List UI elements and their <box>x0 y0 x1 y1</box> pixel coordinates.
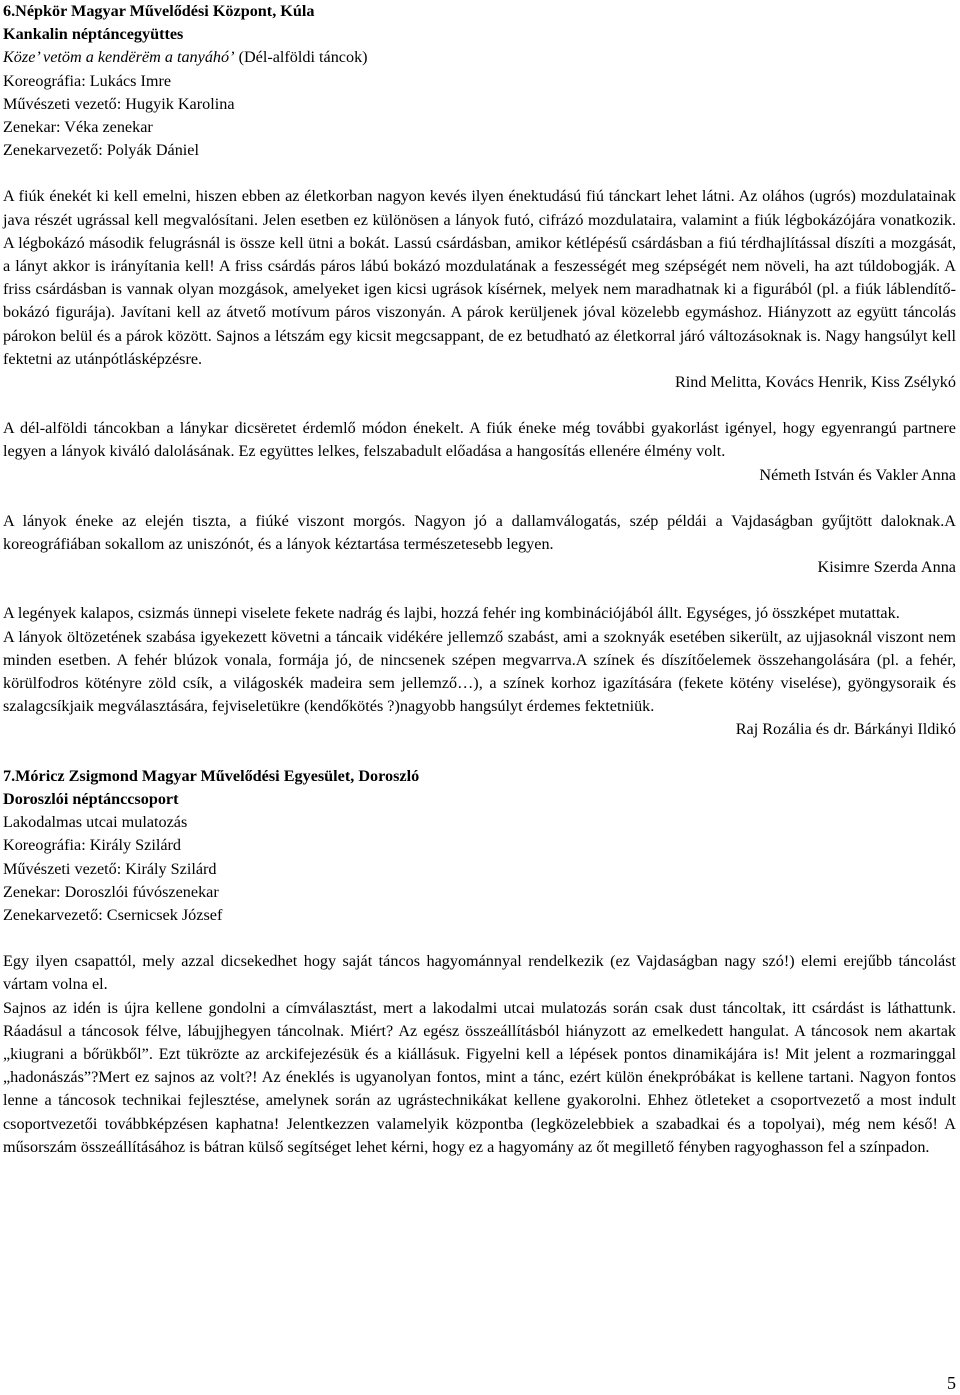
reviewer-signature: Németh István és Vakler Anna <box>759 465 956 484</box>
band-credit: Zenekar: Doroszlói fúvószenekar <box>3 882 219 901</box>
review-paragraph: A lányok öltözetének szabása igyekezett követni a táncaik vidékére jellemző szabást, ami a szoknyák esetében sikerült, az ujjasoknál viszont nem minden esetben. A fehér blúzok vonala, formája jó, de nincsenek szépen megvarrva.A színek és díszítőelemek összehangolására (pl. a fehér, körülfodros kötényre zöld csík, a világoskék madeira sem jellemző…), a színek korhoz igazítására (fekete kötény viselése), gyöngysoraik és szalagcsíkjaik megválasztására, fejviseletükre (kendőkötés ?)nagyobb hangsúlyt érdemes fektetniük. <box>3 627 956 716</box>
group-name: Doroszlói néptánccsoport <box>3 789 179 808</box>
page-number: 5 <box>947 1373 956 1393</box>
review-paragraph: Sajnos az idén is újra kellene gondolni a címválasztást, mert a lakodalmi utcai mulatozás során csak dust táncoltak, itt csárdást is láthattunk. Ráadásul a táncosok félve, lábujjhegyen táncolnak. Miért? Az egész összeállításból hiányzott az emelkedett hangulat. A táncosok nem akartak „kiugrani a bőrükből”. Ezt tükrözte az arckifejezésük és a kiállásuk. Figyelni kell a lépések pontos dinamikájára is! Mit jelent a rozmaringgal „hadonászás”?Mert ez sajnos az volt?! Az éneklés is ugyanolyan fontos, mint a tánc, ezért külön énekpróbákat is kellene tartani. Nagyon fontos lenne a táncosok technikai fejlesztése, amelynek során az ugrástechnikákat kellene gyakorolni. Ehhez ötleteket a csoportvezető a most indult csoportvezetői továbbképzésen kaphatna! Jelentkezzen valamelyik központba (legközelebbiek a szabadkai és a topolyai), még nem késő! A műsorszám összeállításához is bátran külső segítséget lehet kérni, hogy ez a hagyomány az őt megillető fényben ragyoghasson fel a színpadon. <box>3 998 956 1156</box>
dance-subtitle: (Dél-alföldi táncok) <box>234 48 368 67</box>
review-paragraph: A legények kalapos, csizmás ünnepi viselete fekete nadrág és lajbi, hozzá fehér ing kombinációjából állt. Egységes, jó összképet mutattak. <box>3 604 900 623</box>
dance-title: Lakodalmas utcai mulatozás <box>3 813 188 832</box>
review-paragraph: Egy ilyen csapattól, mely azzal dicsekedhet hogy saját táncos hagyománnyal rendelkezik (ez Vajdaságban nagy szó!) elemi erejűbb táncolást vártam volna el. <box>3 952 956 994</box>
bandleader-credit: Zenekarvezető: Polyák Dániel <box>3 141 199 160</box>
artistic-director-credit: Művészeti vezető: Hugyik Karolina <box>3 94 235 113</box>
section-title: 7.Móricz Zsigmond Magyar Művelődési Egyesület, Doroszló <box>3 766 420 785</box>
review-paragraph: A fiúk énekét ki kell emelni, hiszen ebben az életkorban nagyon kevés ilyen énektudású fiú tánckart lehet látni. Az oláhos (ugrós) mozdulatainak java részét ugrással kell megvalósítani. Jelen esetben ez különösen a lányok futó, cifrázó mozdulataira, valamint a fiúk légbokázójára vonatkozik. A légbokázó második felugrásnál is össze kell ütni a bokát. Lassú csárdásban, amikor kétlépésű csárdásban a fiú térdhajlítással díszíti a mozgását, a lányt akkor is irányítania kell! A friss csárdás páros lábú bokázó mozdulatának a feszességét meg szépségét nem növeli, ha azt túldobogják. A friss csárdásban is vannak olyan mozgások, amelyeket igen kicsi ugrások kísérnek, melyek nem maradhatnak ki a figurából (pl. a fiúk láblendítő-bokázó figurája). Javítani kell az átvető motívum páros viszonyán. A párok kerüljenek jóval közelebb egymáshoz. Hiányzott az együtt táncolás párokon belül és a párok között. Sajnos a létszám egy kicsit megcsappant, de ez betudható az életkorral járó változásoknak is. Nagy hangsúlyt kell fektetni az utánpótlásképzésre. <box>3 187 956 368</box>
document-page <box>3 0 956 1159</box>
bandleader-credit: Zenekarvezető: Csernicsek József <box>3 905 223 924</box>
section-6 <box>3 0 956 742</box>
artistic-director-credit: Művészeti vezető: Király Szilárd <box>3 859 217 878</box>
dance-title-line <box>3 46 956 69</box>
section-7 <box>3 765 956 1159</box>
reviewer-signature: Raj Rozália és dr. Bárkányi Ildikó <box>735 720 956 739</box>
band-credit: Zenekar: Véka zenekar <box>3 118 153 137</box>
dance-title: Köze’ vetöm a kendërëm a tanyáhó’ <box>3 48 235 67</box>
section-title: 6.Népkör Magyar Művelődési Központ, Kúla <box>3 2 315 20</box>
reviewer-signature: Rind Melitta, Kovács Henrik, Kiss Zsélykó <box>675 373 956 392</box>
review-paragraph: A lányok éneke az elején tiszta, a fiúké viszont morgós. Nagyon jó a dallamválogatás, szép példái a Vajdaságban gyűjtött daloknak.A koreográfiában sokallom az uniszónót, és a lányok kéztartása természetesebb legyen. <box>3 511 956 554</box>
group-name: Kankalin néptáncegyüttes <box>3 25 184 44</box>
choreography-credit: Koreográfia: Lukács Imre <box>3 71 172 90</box>
reviewer-signature: Kisimre Szerda Anna <box>817 558 956 577</box>
review-paragraph: A dél-alföldi táncokban a lánykar dicsëretet érdemlő módon énekelt. A fiúk éneke még további gyakorlást igényel, hogy egyenrangú partnere legyen a lányok kiváló dalolásának. Ez együttes lelkes, felszabadult előadása a hangosítás ellenére élmény volt. <box>3 419 956 461</box>
choreography-credit: Koreográfia: Király Szilárd <box>3 836 181 855</box>
